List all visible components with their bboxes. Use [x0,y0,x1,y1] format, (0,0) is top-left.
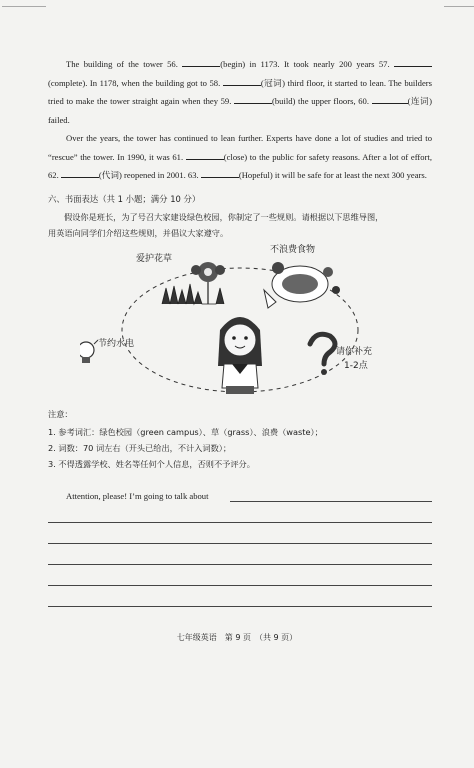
food-plate-icon [264,262,340,308]
label-add-more: 请你补充 [336,347,373,357]
blank-56 [182,57,220,67]
notes-title: 注意： [48,409,73,419]
girl-student-icon [218,317,262,394]
label-no-food-waste: 不浪费食物 [270,245,316,255]
section-instructions [48,209,440,225]
writing-line-5 [48,606,432,607]
text: (close) to the public for safety reasons. [223,151,361,162]
blank-59 [234,94,272,104]
text: (代词) reopened in 2001. 63. [98,170,199,180]
text: upper floors, 60. [311,96,369,106]
mind-map-illustration [80,238,400,408]
writing-line-2 [48,543,432,544]
label-save-water-electricity: 节约水电 [98,339,135,349]
top-border-left [2,6,46,7]
passage-paragraph-1 [48,55,432,129]
text: (build) the [272,96,309,106]
text: Over the years, the tower has continued to lean further. Experts have done a lot of studies and [66,133,404,143]
top-border-right [444,6,474,7]
text: to lean. The builders tried to make the tower straight again when they 59. [48,77,433,106]
blank-58 [223,76,261,86]
blank-57 [394,57,432,67]
text: (complete). In 1178, when the building got to 58. [48,77,221,88]
text: (Hopeful) it will be safe [238,170,322,180]
text: for at least the next 300 years. [323,170,427,180]
page-footer: 七年级英语 第 9 页 （共 9 页） [176,633,298,642]
flower-grass-icon [162,262,225,304]
blank-62 [61,168,99,178]
text: tried to “rescue” the tower. In 1990, it was 61. [48,133,432,162]
writing-line-1 [48,522,432,523]
label-protect-plants: 爱护花草 [136,254,173,264]
text: The building of the tower 56. [66,59,178,69]
writing-line-4 [48,585,432,586]
instruction-line-2: 用英语向同学们介绍这些规则，并倡议大家遵守。 [48,228,229,238]
writing-line-0 [230,501,432,502]
writing-line-3 [48,564,432,565]
writing-opening: Attention, please! I’m going to talk about [66,491,209,501]
note-2: 2. 词数：70 词左右（开头已给出，不计入词数）； [48,443,232,453]
instruction-line-1: 假设你是班长，为了号召大家建设绿色校园，你制定了一些规则。请根据以下思维导图， [64,212,384,222]
label-add-count: 1-2点 [344,361,368,371]
text: (冠词) third floor, it started [260,77,358,88]
text: (begin) in 1173. It took nearly 200 years 57. [220,59,390,69]
note-3: 3. 不得透露学校、姓名等任何个人信息，否则不予评分。 [48,459,255,469]
note-1: 1. 参考词汇：绿色校园（green campus）、草（grass）、浪费（waste）； [48,427,323,437]
blank-60 [372,94,408,104]
light-bulb-icon [80,340,98,363]
text: (连词) failed. [48,96,432,125]
text: After a lot of effort, 62. [48,151,432,180]
blank-61 [186,150,224,160]
mind-map [80,238,400,408]
section-heading: 六、书面表达（共 1 小题；满分 10 分） [48,194,201,204]
passage-paragraph-2 [48,129,432,185]
blank-63 [201,168,239,178]
